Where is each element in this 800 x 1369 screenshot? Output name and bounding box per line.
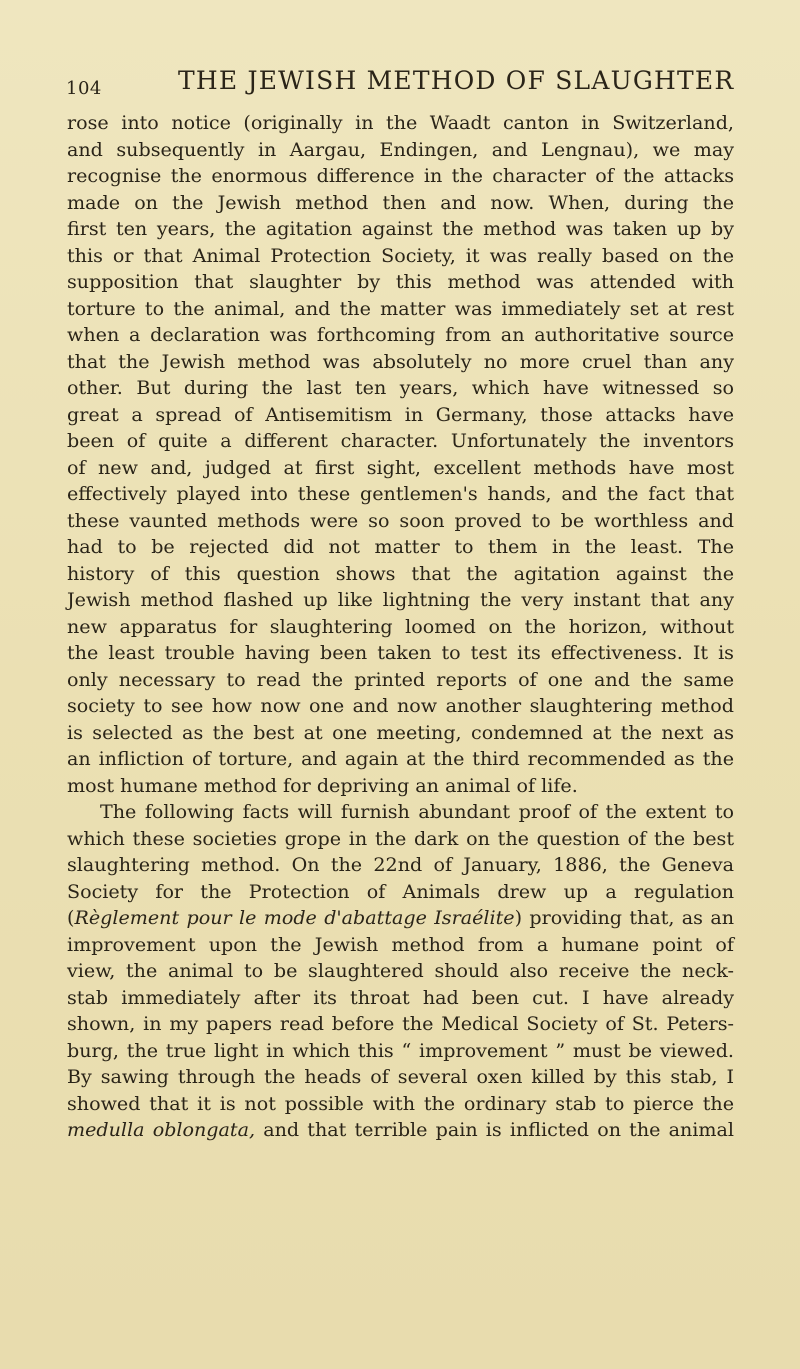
body-text [67,110,734,1144]
text-line: most humane method for depriving an animal of life. [67,773,578,797]
italic-term: medulla oblongata, [67,1118,256,1141]
text-line: first ten years, the agitation against the method was taken up by [67,217,734,240]
text-line: great a spread of Antisemitism in Germany, those attacks have [67,402,734,426]
text-line: that the Jewish method was absolutely no more cruel than any [67,349,734,373]
text-line: the least trouble having been taken to test its effectiveness. It is [67,641,734,664]
text-line: Society for the Protection of Animals drew up a regulation [67,879,734,903]
text-span: and that terrible pain is inflicted on the animal [255,1118,734,1141]
text-line: burg, the true light in which this “ improvement ” must be viewed. [67,1038,734,1062]
text-line: and subsequently in Aargau, Endingen, and Lengnau), we may [67,137,734,161]
text-line: shown, in my papers read before the Medical Society of St. Peters- [67,1012,734,1035]
text-line: Jewish method flashed up like lightning the very instant that any [67,588,734,611]
text-line: an infliction of torture, and again at the third recommended as the [67,747,734,770]
text-line: had to be rejected did not matter to them in the least. The [67,535,734,558]
text-line: when a declaration was forthcoming from an authoritative source [67,323,734,346]
page-number: 104 [66,78,102,99]
running-title: THE JEWISH METHOD OF SLAUGHTER [178,66,735,95]
text-line: supposition that slaughter by this method was attended with [67,270,734,293]
text-line: this or that Animal Protection Society, it was really based on the [67,243,734,267]
text-line: stab immediately after its throat had been cut. I have already [67,985,734,1009]
text-line: rose into notice (originally in the Waadt canton in Switzerland, [67,111,734,134]
text-line: new apparatus for slaughtering loomed on the horizon, without [67,614,734,638]
text-line: is selected as the best at one meeting, condemned at the next as [67,720,734,744]
text-line: other. But during the last ten years, which have witnessed so [67,376,734,399]
italic-title: Règlement pour le mode d'abattage Israélite [74,906,515,929]
text-line: made on the Jewish method then and now. When, during the [67,190,734,214]
text-span: ( [67,906,75,929]
text-line: view, the animal to be slaughtered should also receive the neck- [67,959,734,982]
text-line: only necessary to read the printed reports of one and the same [67,667,734,691]
text-line: society to see how now one and now another slaughtering method [67,694,734,717]
text-line: improvement upon the Jewish method from a humane point of [67,932,734,956]
text-line: slaughtering method. On the 22nd of January, 1886, the Geneva [67,853,734,876]
text-line: history of this question shows that the agitation against the [67,561,734,585]
text-line: these vaunted methods were so soon proved to be worthless and [67,508,734,532]
text-span: ) providing that, as an [514,906,735,929]
text-line [67,905,734,932]
text-line: showed that it is not possible with the ordinary stab to pierce the [67,1091,734,1115]
text-line: been of quite a different character. Unfortunately the inventors [67,429,734,452]
text-line [67,1117,734,1144]
text-line: which these societies grope in the dark on the question of the best [67,826,734,850]
text-line: torture to the animal, and the matter was immediately set at rest [67,296,734,320]
text-line: By sawing through the heads of several oxen killed by this stab, I [67,1065,734,1088]
text-line: The following facts will furnish abundant proof of the extent to [100,800,734,823]
text-line: of new and, judged at first sight, excellent methods have most [67,455,734,479]
text-line: effectively played into these gentlemen's hands, and the fact that [67,482,734,505]
running-header [66,64,735,100]
text-line: recognise the enormous difference in the character of the attacks [67,164,734,187]
